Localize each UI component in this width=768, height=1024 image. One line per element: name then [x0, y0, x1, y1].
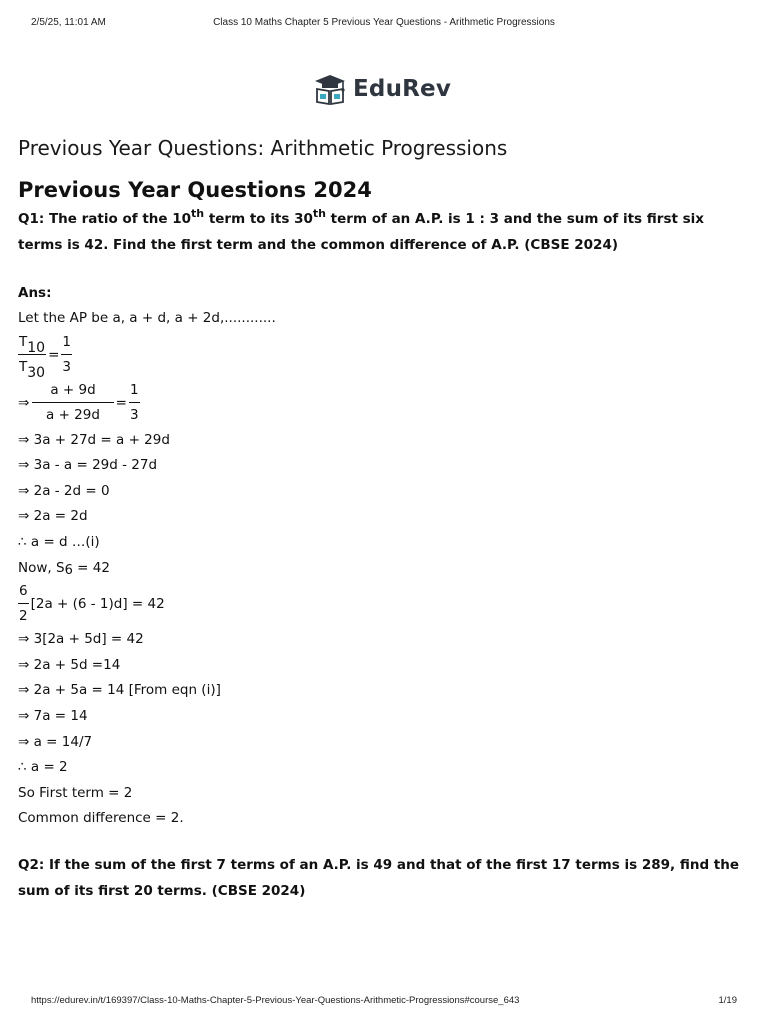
- step-line: ∴ a = 2: [18, 759, 68, 776]
- print-header: [0, 17, 768, 31]
- step-line: Common difference = 2.: [18, 810, 184, 827]
- sum-text: Now, S: [18, 559, 65, 576]
- q1-sup-2: th: [312, 206, 326, 220]
- step-line: ⇒ 2a = 2d: [18, 508, 88, 525]
- edurev-logo[interactable]: [313, 72, 451, 106]
- step-line: ⇒ 7a = 14: [18, 707, 88, 724]
- one-third-fraction: [61, 334, 72, 376]
- q1-sup-1: th: [191, 206, 205, 220]
- graduation-cap-book-icon: [313, 73, 347, 105]
- equals-sign: =: [115, 394, 127, 411]
- document-content: [18, 130, 753, 904]
- page-url[interactable]: https://edurev.in/t/169397/Class-10-Maths-Chapter-5-Previous-Year-Questions-Arithmetic-Progressions#course_643: [31, 995, 520, 1006]
- sum-formula: [18, 581, 753, 627]
- frac-num: 1: [129, 382, 140, 403]
- answer-intro: Let the AP be a, a + d, a + 2d,............: [18, 310, 276, 326]
- print-datetime: 2/5/25, 11:01 AM: [31, 17, 106, 28]
- frac-num: T: [19, 333, 28, 350]
- step-line: ⇒ 2a + 5a = 14 [From eqn (i)]: [18, 682, 221, 699]
- frac-den: T: [19, 358, 28, 375]
- sum-value: = 42: [72, 559, 110, 576]
- step-line: ⇒ 2a + 5d =14: [18, 656, 121, 673]
- step-line: ⇒ 3[2a + 5d] = 42: [18, 631, 144, 648]
- q1-text-3: term of an A.P. is 1 : 3 and the sum of its first six terms is 42. Find the first term and the common difference of A.P. (CBSE 2024): [18, 211, 705, 253]
- sum-formula-rest: [2a + (6 - 1)d] = 42: [30, 596, 165, 613]
- question-1: [18, 206, 753, 258]
- ratio-equation-expanded: [18, 378, 753, 428]
- frac-num: 6: [18, 583, 29, 604]
- q1-text-1: Q1: The ratio of the 10: [18, 211, 192, 227]
- sum-statement: [18, 556, 753, 582]
- implies-arrow: ⇒: [18, 394, 30, 411]
- frac-den: 3: [62, 358, 71, 375]
- step-line: ⇒ a = 14/7: [18, 733, 93, 750]
- print-title: Class 10 Maths Chapter 5 Previous Year Questions - Arithmetic Progressions: [213, 17, 555, 28]
- frac-num: 1: [61, 334, 72, 355]
- question-2: Q2: If the sum of the first 7 terms of an A.P. is 49 and that of the first 17 terms is 289, find the sum of its first 20 terms. (CBSE 2024): [18, 856, 740, 899]
- six-over-two-fraction: [18, 583, 29, 625]
- logo-text: EduRev: [353, 76, 452, 102]
- step-line: ⇒ 2a - 2d = 0: [18, 482, 110, 499]
- ratio-equation: [18, 332, 753, 382]
- sum-subscript: 6: [64, 562, 73, 578]
- frac-num-sub: 10: [27, 340, 46, 357]
- frac-den: 2: [19, 608, 28, 625]
- page-title: Previous Year Questions: Arithmetic Progressions: [18, 136, 508, 160]
- step-line: ⇒ 3a - a = 29d - 27d: [18, 457, 158, 474]
- a9d-a29d-fraction: [32, 382, 113, 424]
- t10-t30-fraction: [18, 333, 46, 382]
- frac-num: a + 9d: [32, 382, 113, 403]
- step-line: ∴ a = d …(i): [18, 533, 100, 550]
- equals-sign: =: [48, 346, 60, 363]
- frac-den: a + 29d: [46, 406, 100, 423]
- q1-text-2: term to its 30: [204, 211, 313, 227]
- page-number: 1/19: [718, 995, 737, 1006]
- step-line: ⇒ 3a + 27d = a + 29d: [18, 431, 170, 448]
- step-line: So First term = 2: [18, 784, 133, 801]
- section-title: Previous Year Questions 2024: [18, 178, 372, 202]
- frac-den-sub: 30: [27, 365, 46, 382]
- answer-label: Ans:: [18, 285, 52, 301]
- frac-den: 3: [129, 406, 139, 423]
- one-third-fraction: [129, 382, 140, 424]
